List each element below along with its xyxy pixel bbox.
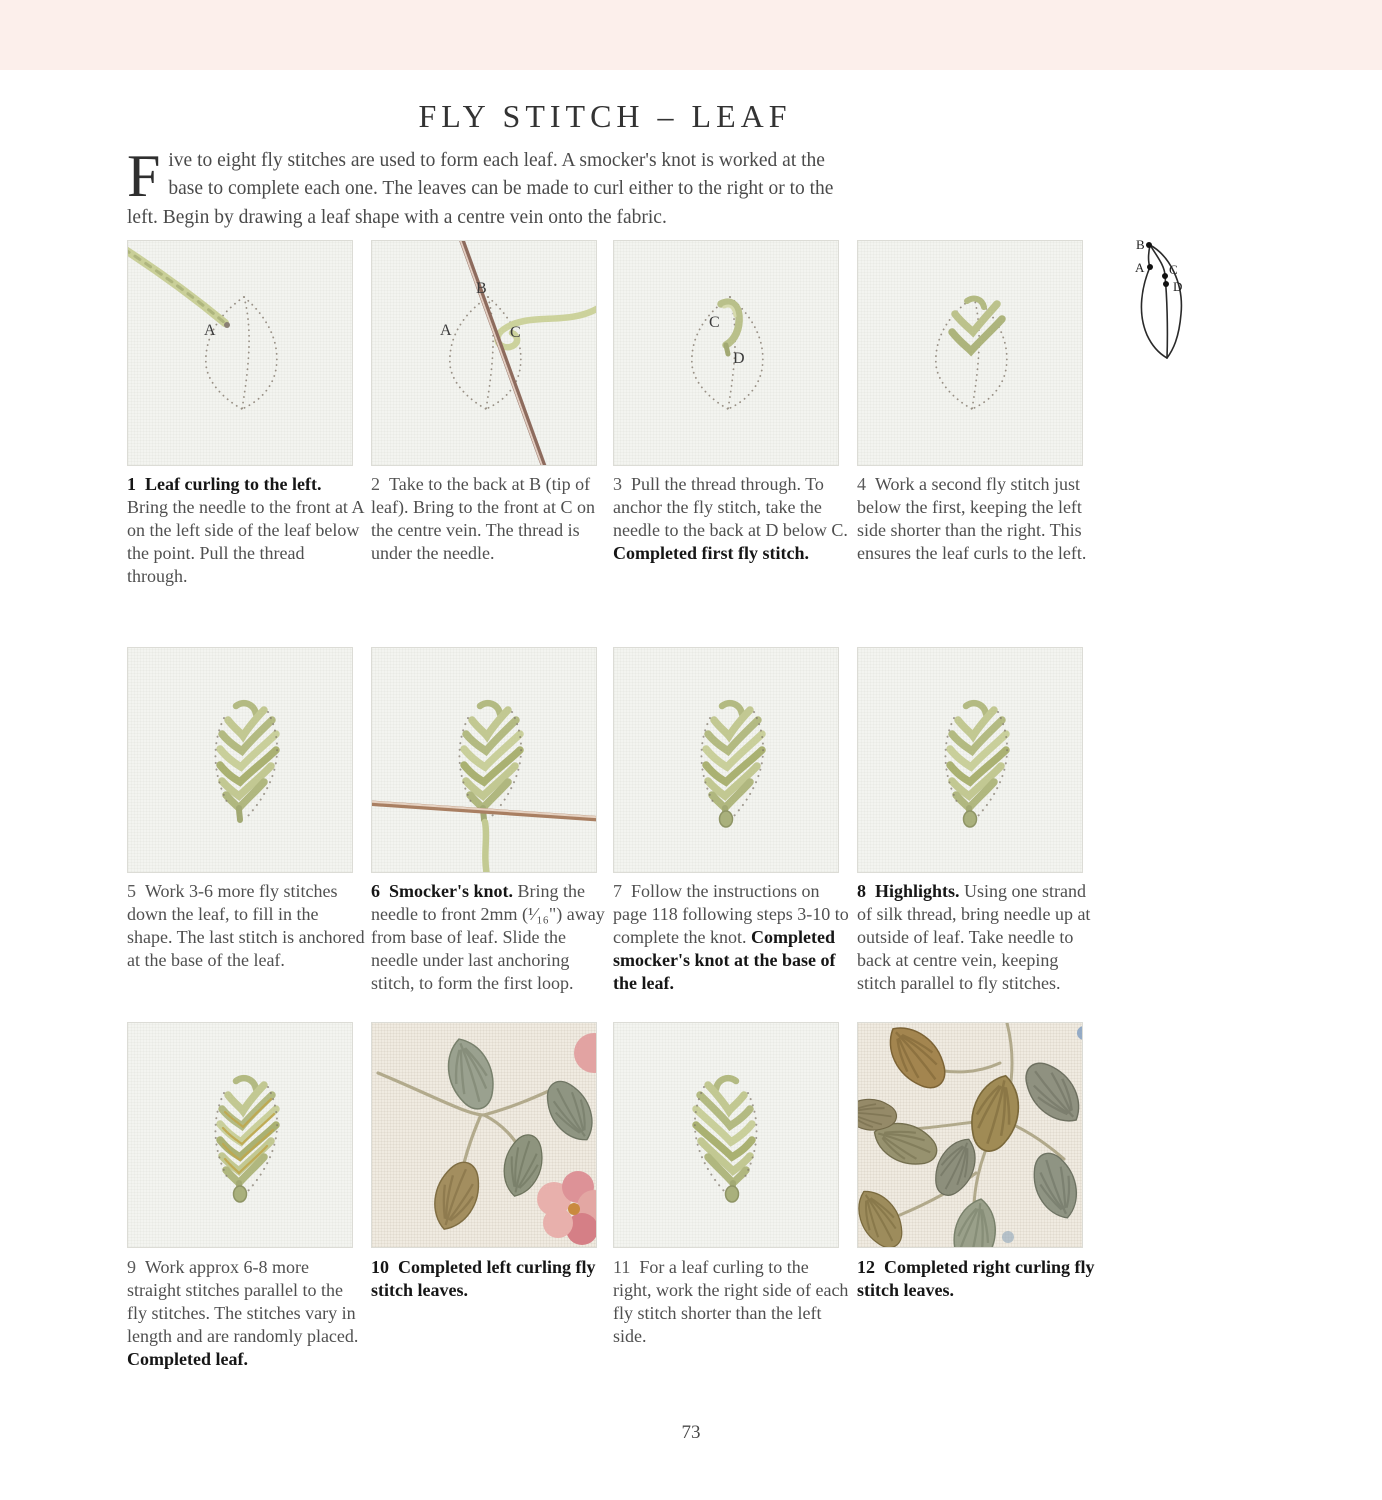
caption-text: Work approx 6-8 more straight stitches parallel to the fly stitches. The stitches vary in length and are randomly placed. [127,1257,359,1347]
step-6-illustration [372,648,597,873]
step-2-caption [371,473,609,565]
caption-bold: Leaf curling to the left. [145,474,322,494]
step-10-illustration [372,1023,597,1248]
step-5-caption [127,880,365,972]
step-10-photo [371,1022,597,1248]
step-8-illustration [858,648,1083,873]
step-number: 12 [857,1257,875,1277]
step-8-caption [857,880,1095,995]
diagram-label-a: A [1135,260,1145,275]
photo-label-c: C [709,314,720,331]
step-8-photo [857,647,1083,873]
step-number: 6 [371,881,380,901]
step-7-photo [613,647,839,873]
step-5-photo [127,647,353,873]
smockers-knot [234,1186,247,1202]
caption-text: Pull the thread through. To anchor the fly stitch, take the needle to the back at D below C. [613,474,848,541]
step-number: 7 [613,881,622,901]
step-1-photo [127,240,353,466]
smockers-knot [964,811,977,827]
diagram-label-b: B [1136,237,1145,252]
step-2-illustration [372,241,597,466]
step-3-caption [613,473,851,565]
intro-text: ive to eight fly stitches are used to form each leaf. A smocker's knot is worked at the base to complete each one. The leaves can be made to curl either to the right or to the left. Begin by drawing a leaf shape with a centre vein onto the fabric. [127,150,834,228]
step-number: 5 [127,881,136,901]
photo-label-a: A [440,322,452,339]
photo-label-b: B [476,280,487,297]
caption-text: Work a second fly stitch just below the first, keeping the left side shorter than the right. This ensures the leaf curls to the left. [857,474,1087,564]
page-title: FLY STITCH – LEAF [418,98,792,134]
step-3-photo [613,240,839,466]
step-number: 4 [857,474,866,494]
first-fly-stitch [721,302,739,354]
step-4-photo [857,240,1083,466]
caption-bold: Completed left curling fly stitch leaves. [371,1257,596,1301]
step-11-caption [613,1256,851,1348]
smockers-knot [720,811,733,827]
step-4-illustration [858,241,1083,466]
step-3-illustration [614,241,839,466]
step-11-photo [613,1022,839,1248]
caption-bold-tail: Completed leaf. [127,1349,248,1370]
step-9-illustration [128,1023,353,1248]
step-6-caption [371,880,609,995]
step-number: 1 [127,474,136,494]
caption-text: Follow the instructions on page 118 following steps 3-10 to complete the knot. [613,881,849,948]
step-9-caption [127,1256,365,1371]
step-2-photo [371,240,597,466]
step-12-illustration [858,1023,1083,1248]
right-curling-leaf [695,1078,757,1202]
step-12-caption [857,1256,1095,1302]
step-12-photo [857,1022,1083,1248]
caption-text: Work 3-6 more fly stitches down the leaf, to fill in the shape. The last stitch is anchored at the base of the leaf. [127,881,365,971]
step-7-illustration [614,648,839,873]
photo-label-c: C [510,324,521,341]
step-number: 2 [371,474,380,494]
leaf-diagram [1132,236,1208,372]
caption-text: Take to the back at B (tip of leaf). Bring to the front at C on the centre vein. The thread is under the needle. [371,474,595,564]
needle [459,241,548,466]
step-9-photo [127,1022,353,1248]
intro-paragraph [127,143,855,232]
thread [128,249,225,323]
header-bar [0,0,1382,70]
step-10-caption [371,1256,609,1302]
step-number: 10 [371,1257,389,1277]
step-1-illustration [128,241,353,466]
caption-bold: Highlights. [875,881,965,901]
page-number: 73 [681,1422,701,1443]
caption-bold: Smocker's knot. [389,881,518,901]
caption-bold: Completed right curling fly stitch leaves. [857,1257,1095,1301]
step-number: 11 [613,1257,631,1277]
step-4-caption [857,473,1095,565]
step-number: 9 [127,1257,136,1277]
step-7-caption [613,880,851,995]
step-1-caption [127,473,365,588]
caption-bold-tail: Completed first fly stitch. [613,543,809,564]
step-number: 3 [613,474,622,494]
two-fly-stitches [952,299,1002,351]
diagram-label-c: C [1169,262,1178,277]
step-5-illustration [128,648,353,873]
caption-text: Using one strand of silk thread, bring needle up at outside of leaf. Take needle to back at centre vein, keeping stitch parallel to fly stitches. [857,881,1091,994]
caption-text: For a leaf curling to the right, work the right side of each fly stitch shorter than the left side. [613,1257,849,1347]
step-number: 8 [857,881,866,901]
diagram-label-d: D [1173,279,1183,294]
drop-cap: F [127,143,161,209]
caption-bold-tail: Completed smocker's knot at the base of the leaf. [613,927,836,994]
caption-text: Bring the needle to front 2mm (¹⁄₁₆") away from base of leaf. Slide the needle under last anchoring stitch, to form the first loop. [371,881,605,994]
thread-tail [485,822,487,873]
step-6-photo [371,647,597,873]
step-11-illustration [614,1023,839,1248]
photo-label-a: A [204,322,216,339]
photo-label-d: D [733,350,745,367]
caption-text: Bring the needle to the front at A on the left side of the leaf below the point. Pull the thread through. [127,497,364,587]
